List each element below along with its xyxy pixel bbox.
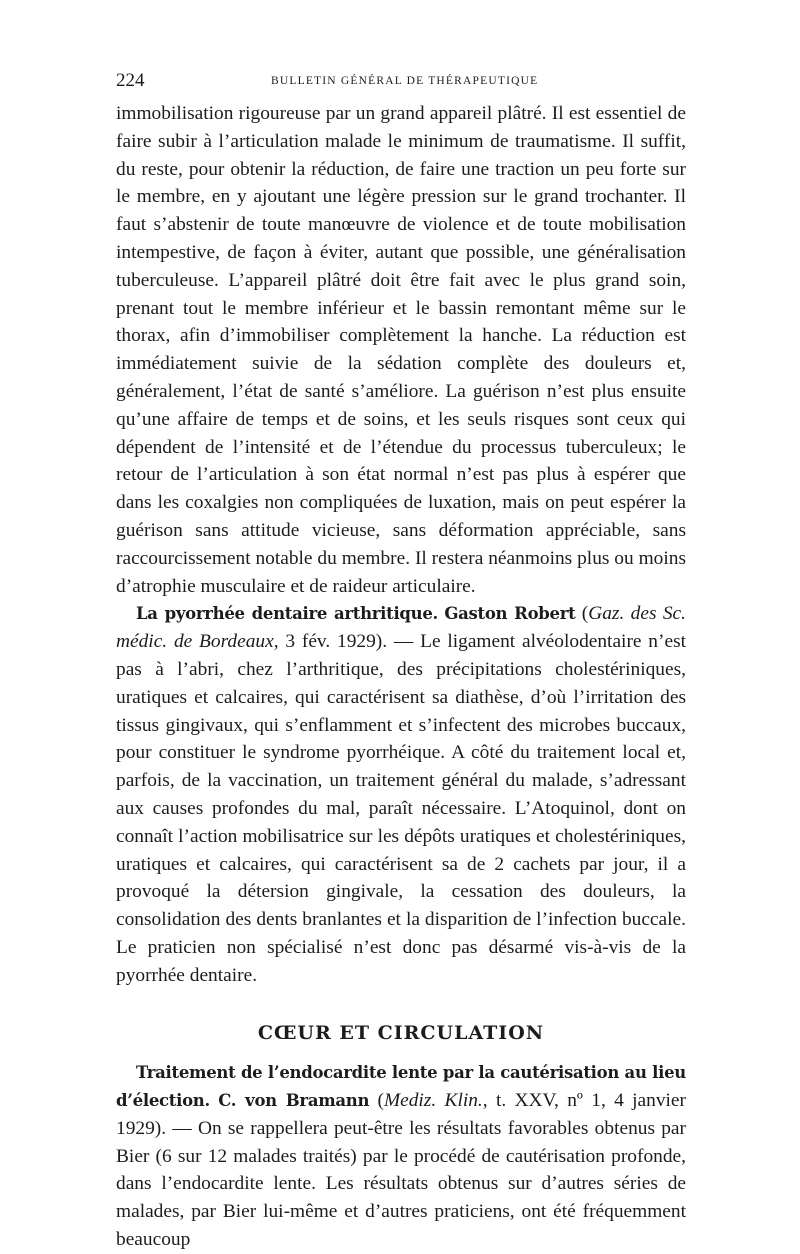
article-body: Le ligament alvéolodentaire n’est pas à l’abri, chez l’arthritique, des précipitations cholestériniques, uratiques et calcaires, qui caractérisent sa diathèse, d’où l’irritation des tissus gingivaux, qui s’enflamment et s’infectent des microbes buccaux, pour constituer le syndrome pyorrhéique. A côté du traitement local et, parfois, de la vaccination, un traitement général du malade, s’adressant aux causes profondes du mal, paraît nécessaire. L’Atoquinol, dont on connaît l’action mobilisatrice sur les dépôts uratiques et cholestériniques, uratiques et calcaires, qui caractérisent sa de 2 cachets par jour, il a provoqué la détersion gingivale, la cessation des douleurs, la consolidation des dents branlantes et la disparition de l’infection buccale. Le praticien non spécialisé n’est donc pas désarmé vis-à-vis de la pyorrhée dentaire. — [116, 631, 686, 986]
article-endocardite — [116, 1059, 686, 1254]
citation-tail: , 3 fév. 1929). — — [273, 631, 421, 653]
article-author: C. von Bramann — [218, 1091, 370, 1111]
body-text — [116, 100, 686, 1254]
article-title: La pyorrhée dentaire arthritique. — [136, 604, 439, 624]
section-heading: CŒUR ET CIRCULATION — [257, 1021, 545, 1044]
article-pyorrhee — [116, 600, 686, 989]
article-title: Traitement de l’endocardite lente par la cautérisation au lieu d’élection. — [116, 1063, 686, 1111]
journal-reference: Gaz. des Sc. médic. de Bordeaux — [116, 603, 686, 653]
journal-reference: Mediz. Klin. — [383, 1090, 483, 1112]
running-title: BULLETIN GÉNÉRAL DE THÉRAPEUTIQUE — [271, 75, 539, 87]
article-author: Gaston Robert — [444, 604, 576, 624]
citation-tail: , t. XXV, nº 1, 4 janvier 1929). — — [116, 1090, 686, 1139]
citation-open: ( — [581, 603, 589, 625]
article-body: On se rappellera peut-être les résultats favorables obtenus par Bier (6 sur 12 malades traités) par le procédé de cautérisation profonde, dans l’endocardite lente. Les résultats obtenus sur d’autres séries de malades, par Bier lui-même et d’autres praticiens, ont été fréquemment beaucoup — [116, 1117, 686, 1251]
page — [116, 70, 686, 1254]
citation-open: ( — [377, 1090, 384, 1112]
page-number: 224 — [116, 70, 145, 91]
running-head — [116, 70, 686, 100]
continued-paragraph: immobilisation rigoureuse par un grand appareil plâtré. Il est essentiel de faire subir à l’articulation malade le minimum de traumatisme. Il suffit, du reste, pour obtenir la réduction, de faire une traction un peu forte sur le membre, en y ajoutant une légère pression sur le grand trochanter. Il faut s’abstenir de toute manœuvre de violence et de toute mobilisation intempestive, de façon à éviter, autant que possible, une généralisation tuberculeuse. L’appareil plâtré doit être fait avec le plus grand soin, prenant tout le membre inférieur et le bassin remontant même sur le thorax, afin d’immobiliser complètement la hanche. La réduction est immédiatement suivie de la sédation complète des douleurs et, généralement, l’état de santé s’améliore. La guérison n’est plus ensuite qu’une affaire de temps et de soins, et les seuls risques sont ceux qui dépendent de l’intensité et de l’étendue du processus tuberculeux; le retour de l’articulation à son état normal n’est pas plus à espérer que dans les coxalgies non compliquées de luxation, mais on peut espérer la guérison sans attitude vicieuse, sans déformation appréciable, sans raccourcissement notable du membre. Il restera néanmoins plus ou moins d’atrophie musculaire et de raideur articulaire. — [116, 103, 686, 597]
